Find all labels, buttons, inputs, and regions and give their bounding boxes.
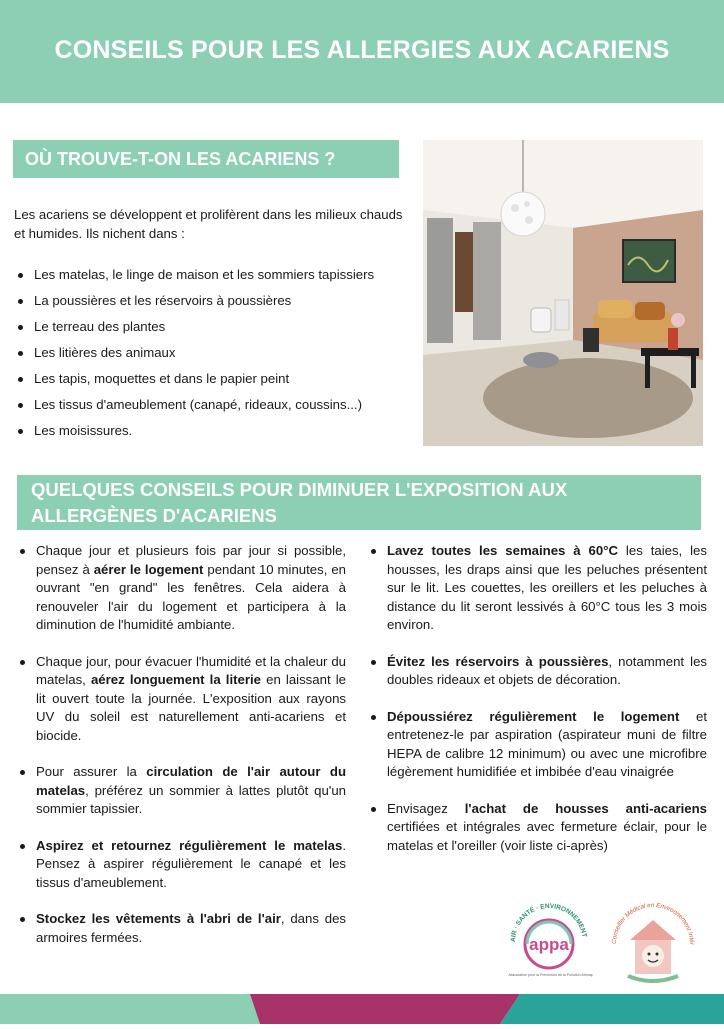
advice-item: Chaque jour et plusieurs fois par jour si possible, pensez à aérer le logement pendant 10 minutes, en ouvrant "en grand" les fenêtres. Cela aidera à renouveler l'air du logement et participera à la diminution de l'humidité ambiante. — [16, 542, 346, 635]
living-room-photo — [423, 140, 703, 446]
list-item: Les tapis, moquettes et dans le papier peint — [14, 372, 394, 386]
list-item: Les matelas, le linge de maison et les sommiers tapissiers — [14, 268, 394, 282]
advice-item: Stockez les vêtements à l'abri de l'air, dans des armoires fermées. — [16, 910, 346, 947]
svg-text:Association pour la Prévention: Association pour la Prévention de la Pollution Atmosp — [508, 973, 593, 977]
list-item: La poussières et les réservoirs à poussières — [14, 294, 394, 308]
page-title: CONSEILS POUR LES ALLERGIES AUX ACARIENS — [54, 36, 670, 64]
advice-item: Envisagez l'achat de housses anti-acariens certifiées et intégrales avec fermeture éclair, pour le matelas et l'oreiller (voir liste ci-après) — [367, 800, 707, 856]
svg-text:appa: appa — [529, 935, 569, 954]
svg-text:Conseiller Médical en Environn: Conseiller Médical en Environnement Intér — [610, 901, 696, 945]
footer-band — [0, 994, 724, 1024]
cmei-logo — [608, 898, 698, 988]
section2-heading-line2: ALLERGÈNES D'ACARIENS — [31, 505, 277, 526]
section1-heading: OÙ TROUVE-T-ON LES ACARIENS ? — [13, 140, 399, 178]
list-item: Les tissus d'ameublement (canapé, rideaux, coussins...) — [14, 398, 394, 412]
advice-item: Dépoussiérez régulièrement le logement et entretenez-le par aspiration (aspirateur muni de filtre HEPA de calibre 12 minimum) ou avec une microfibre légèrement humidifiée et imbibée d'eau vinaigrée — [367, 708, 707, 782]
list-item: Les moisissures. — [14, 424, 394, 438]
svg-text:AIR · SANTÉ · ENVIRONNEMENT: AIR · SANTÉ · ENVIRONNEMENT — [509, 902, 588, 943]
list-item: Le terreau des plantes — [14, 320, 394, 334]
advice-item: Évitez les réservoirs à poussières, notamment les doubles rideaux et objets de décoration. — [367, 653, 707, 690]
habitat-list — [14, 268, 394, 450]
section1-intro: Les acariens se développent et prolifèrent dans les milieux chauds et humides. Ils nichent dans : — [14, 207, 403, 241]
advice-list-right — [367, 542, 707, 873]
advice-item: Lavez toutes les semaines à 60°C les taies, les housses, les draps ainsi que les peluches présentent sur le lit. Les couettes, les oreillers et les peluches à distance du lit seront lessivés à 60°C tous les 3 mois environ. — [367, 542, 707, 635]
advice-item: Aspirez et retournez régulièrement le matelas. Pensez à aspirer régulièrement le canapé et les tissus d'ameublement. — [16, 837, 346, 893]
advice-list-left — [16, 542, 346, 965]
advice-item: Chaque jour, pour évacuer l'humidité et la chaleur du matelas, aérez longuement la literie en laissant le lit ouvert toute la journée. L'exposition aux rayons UV du soleil est naturellement anti-acariens et biocide. — [16, 653, 346, 746]
list-item: Les litières des animaux — [14, 346, 394, 360]
appa-logo — [505, 898, 593, 986]
section2-heading-line1: QUELQUES CONSEILS POUR DIMINUER L'EXPOSITION AUX — [31, 479, 568, 500]
advice-item: Pour assurer la circulation de l'air autour du matelas, préférez un sommier à lattes plutôt qu'un sommier tapissier. — [16, 763, 346, 819]
section2-heading — [17, 475, 701, 530]
